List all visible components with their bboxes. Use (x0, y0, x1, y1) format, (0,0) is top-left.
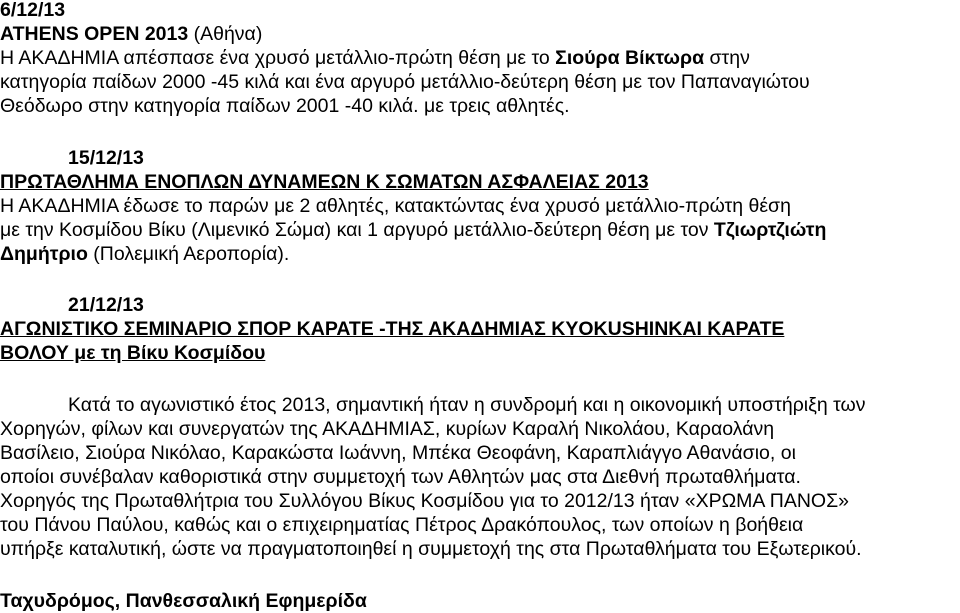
paragraph-line (0, 242, 289, 266)
date-heading: 15/12/13 (68, 147, 144, 169)
athlete-name: Τζιωρτζιώτη (713, 219, 827, 241)
source-credit: Ταχυδρόμος, Πανθεσσαλική Εφημερίδα (0, 590, 367, 612)
event-title: ΠΡΩΤΑΘΛΗΜΑ ΕΝΟΠΛΩΝ ΔΥΝΑΜΕΩΝ Κ ΣΩΜΑΤΩΝ ΑΣΦΑΛΕΙΑΣ 2013 (0, 171, 649, 193)
text-span: στην (704, 47, 750, 69)
paragraph-line (0, 218, 826, 242)
athlete-name: Σιούρα Βίκτωρα (555, 47, 705, 69)
body-line: Κατά το αγωνιστικό έτος 2013, σημαντική ήταν η συνδρομή και η οικονομική υποστήριξη των (68, 394, 866, 416)
athlete-name: Δημήτριο (0, 243, 88, 265)
body-line: Βασίλειο, Σιούρα Νικόλαο, Καρακώστα Ιωάννη, Μπέκα Θεοφάνη, Καραπλιάγγο Αθανάσιο, οι (0, 442, 796, 464)
event-title: ATHENS OPEN 2013 (0, 23, 189, 45)
paragraph-line: κατηγορία παίδων 2000 -45 κιλά και ένα αργυρό μετάλλιο-δεύτερη θέση με τον Παπαναγιώτου (0, 71, 810, 93)
date-heading: 6/12/13 (0, 0, 66, 21)
date-heading: 21/12/13 (68, 294, 144, 316)
event-title-line (0, 22, 262, 46)
event-title: ΑΓΩΝΙΣΤΙΚΟ ΣΕΜΙΝΑΡΙΟ ΣΠΟΡ ΚΑΡΑΤΕ -ΤΗΣ ΑΚΑΔΗΜΙΑΣ KYOKUSHINKAI ΚΑΡΑΤΕ (0, 318, 785, 340)
text-span: Η ΑΚΑΔΗΜΙΑ απέσπασε ένα χρυσό μετάλλιο-πρώτη θέση με το (0, 47, 556, 69)
body-line: οποίοι συνέβαλαν καθοριστικά στην συμμετοχή των Αθλητών μας στα Διεθνή πρωταθλήματα. (0, 466, 801, 488)
text-span: (Πολεμική Αεροπορία). (87, 243, 290, 265)
body-line: του Πάνου Παύλου, καθώς και ο επιχειρηματίας Πέτρος Δρακόπουλος, των οποίων η βοήθεια (0, 514, 804, 536)
paragraph-line (0, 46, 750, 70)
event-location: (Αθήνα) (188, 23, 263, 45)
paragraph-line: Θεόδωρο στην κατηγορία παίδων 2001 -40 κιλά. με τρεις αθλητές. (0, 95, 570, 117)
paragraph-line: Η ΑΚΑΔΗΜΙΑ έδωσε το παρών με 2 αθλητές, κατακτώντας ένα χρυσό μετάλλιο-πρώτη θέση (0, 195, 791, 217)
event-title-continued: ΒΟΛΟΥ με τη Βίκυ Κοσμίδου (0, 342, 266, 364)
body-line: Χορηγών, φίλων και συνεργατών της ΑΚΑΔΗΜΙΑΣ, κυρίων Καραλή Νικολάου, Καραολάνη (0, 418, 775, 440)
text-span: με την Κοσμίδου Βίκυ (Λιμενικό Σώμα) και 1 αργυρό μετάλλιο-δεύτερη θέση με τον (0, 219, 714, 241)
body-line: Χορηγός της Πρωταθλήτρια του Συλλόγου Βίκυς Κοσμίδου για το 2012/13 ήταν «ΧΡΩΜΑ ΠΑΝΟΣ» (0, 490, 849, 512)
body-line: υπήρξε καταλυτική, ώστε να πραγματοποιηθεί η συμμετοχή της στα Πρωταθλήματα του Εξωτερικού. (0, 538, 862, 560)
